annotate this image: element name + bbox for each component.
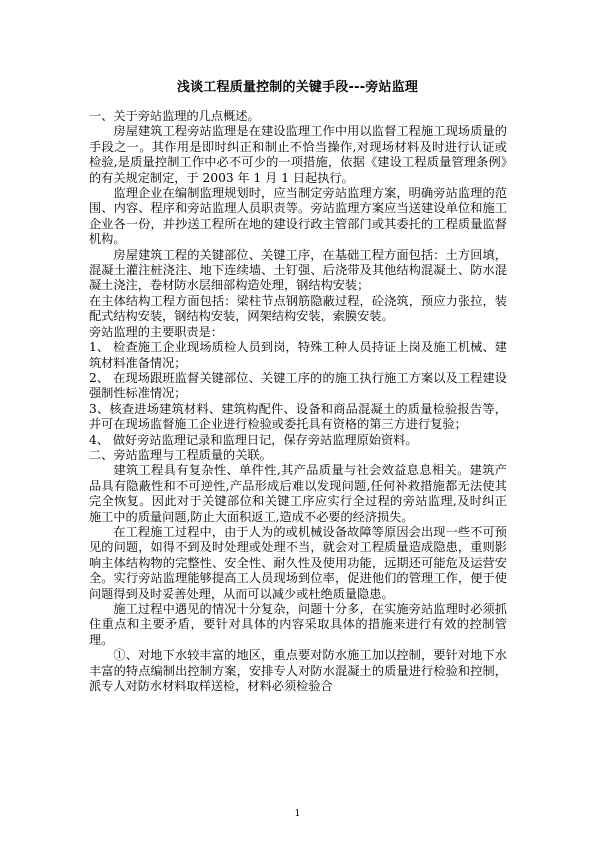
body-paragraph: 在工程施工过程中，由于人为的或机械设备故障等原因会出现一些不可预见的问题，如得不到及时处理或处理不当，就会对工程质量造成隐患，重则影响主体结构物的完整性、安全性、耐久性及使用功能，远期还可能危及运营安全。实行旁站监理能够提高工人员现场到位率，促进他们的管理工作，便于使问题得到及时妥善处理，从而可以减少或杜绝质量隐患。	[89, 524, 507, 601]
section-heading-1: 一、关于旁站监理的几点概述。	[89, 109, 260, 123]
body-paragraph: 监理企业在编制监理规划时，应当制定旁站监理方案，明确旁站监理的范围、内容、程序和旁站监理人员职责等。旁站监理方案应当送建设单位和施工企业各一份，并抄送工程所在地的建设行政主管部门或其委托的工程质量监督机构。	[89, 186, 507, 247]
duty-item: 1、 检查施工企业现场质检人员到岗，特殊工种人员持证上岗及施工机械、建筑材料准备情况；	[89, 340, 507, 370]
body-paragraph: 房屋建筑工程的关键部位、关键工序，在基础工程方面包括：土方回填，混凝土灌注桩浇注、地下连续墙、土钉强、后浇带及其他结构混凝土、防水混凝土浇注，卷材防水层细部构造处理，钢结构安装；	[89, 247, 507, 293]
section-heading-2: 二、旁站监理与工程质量的关联。	[89, 447, 272, 462]
body-paragraph: 在主体结构工程方面包括：梁柱节点钢筋隐蔽过程，砼浇筑，预应力张拉，装配式结构安装，钢结构安装，网架结构安装，索膜安装。	[89, 293, 507, 324]
body-paragraph: 房屋建筑工程旁站监理是在建设监理工作中用以监督工程施工现场质量的手段之一。其作用是即时纠正和制止不恰当操作,对现场材料及时进行认证或检验,是质量控制工作中必不可少的一项措施，依据《建设工程质量管理条例》的有关规定制定，于 2003 年 1 月 1 日起执行。	[89, 124, 507, 185]
duties-heading: 旁站监理的主要职责是：	[89, 324, 224, 339]
document-title: 浅谈工程质量控制的关键手段---旁站监理	[176, 80, 419, 95]
document-body	[89, 109, 507, 694]
body-paragraph: ①、对地下水较丰富的地区，重点要对防水施工加以控制，要针对地下水丰富的特点编制出控制方案，安排专人对防水混凝土的质量进行检验和控制，派专人对防水材料取样送检，材料必须检验合	[89, 648, 507, 694]
duty-item: 3、核查进场建筑材料、建筑构配件、设备和商品混凝土的质量检验报告等，并可在现场监督施工企业进行检验或委托具有资格的第三方进行复验；	[89, 401, 507, 432]
duty-item: 4、 做好旁站监理记录和监理日记，保存旁站监理原始资料。	[89, 432, 418, 447]
page-number: 1	[294, 809, 301, 819]
body-paragraph: 施工过程中遇见的情况十分复杂，问题十分多，在实施旁站监理时必须抓住重点和主要矛盾，要针对具体的内容采取具体的措施来进行有效的控制管理。	[89, 602, 507, 647]
body-paragraph: 建筑工程具有复杂性、单件性,其产品质量与社会效益息息相关。建筑产品具有隐蔽性和不可逆性,产品形成后难以发现问题,任何补救措施都无法使其完全恢复。因此对于关键部位和关键工序应实行全过程的旁站监理,及时纠正施工中的质量问题,防止大面积返工,造成不必要的经济损失。	[89, 463, 507, 524]
duty-item: 2、 在现场跟班监督关键部位、关键工序的的施工执行施工方案以及工程建设强制性标准情况；	[89, 370, 507, 401]
